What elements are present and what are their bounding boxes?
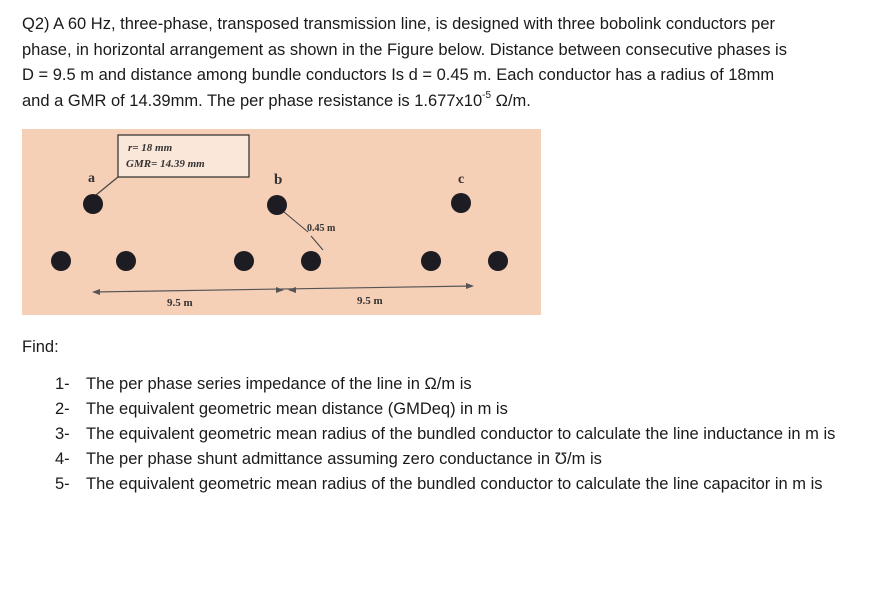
- problem-line-3: D = 9.5 m and distance among bundle conductors Is d = 0.45 m. Each conductor has a radius of 18mm: [22, 66, 775, 84]
- list-item-number: 3-: [55, 425, 70, 443]
- conductor-c-left: [421, 251, 441, 271]
- problem-line-1: Q2) A 60 Hz, three-phase, transposed transmission line, is designed with three bobolink conductors per: [22, 15, 775, 33]
- list-item: [55, 372, 855, 397]
- conductor-a-left: [51, 251, 71, 271]
- conductor-c-top: [451, 193, 471, 213]
- problem-statement: [22, 12, 852, 114]
- phase-b-label: b: [274, 172, 283, 188]
- list-item-number: 1-: [55, 375, 70, 393]
- conductor-b-right: [301, 251, 321, 271]
- figure-svg: [22, 129, 541, 315]
- problem-line-2: phase, in horizontal arrangement as shown in the Figure below. Distance between consecutive phases is: [22, 40, 787, 59]
- list-item-number: 5-: [55, 475, 70, 493]
- gmr-label: GMR= 14.39 mm: [126, 158, 205, 170]
- conductor-arrangement-figure: [22, 129, 541, 315]
- radius-label: r= 18 mm: [128, 142, 173, 154]
- figure-background: [22, 129, 541, 315]
- spacing-label-right: 9.5 m: [357, 295, 383, 307]
- bundle-spacing-label: 0.45 m: [307, 223, 336, 234]
- list-item-text: The equivalent geometric mean radius of the bundled conductor to calculate the line inductance in m is: [86, 425, 836, 443]
- list-item: [55, 447, 855, 472]
- conductor-b-top: [267, 195, 287, 215]
- list-item: [55, 422, 855, 447]
- questions-list: [55, 372, 855, 497]
- list-item-text: The equivalent geometric mean radius of the bundled conductor to calculate the line capacitor in m is: [86, 475, 823, 493]
- phase-a-label: a: [88, 171, 95, 186]
- resistance-unit: Ω/m.: [491, 91, 531, 110]
- list-item-text: The per phase series impedance of the line in Ω/m is: [86, 375, 472, 393]
- list-item-text: The equivalent geometric mean distance (GMDeq) in m is: [86, 400, 508, 418]
- find-heading: Find:: [22, 338, 59, 356]
- list-item-number: 2-: [55, 400, 70, 418]
- resistance-exponent: -5: [482, 90, 492, 101]
- phase-c-label: c: [458, 172, 465, 187]
- conductor-a-right: [116, 251, 136, 271]
- list-item-text: The per phase shunt admittance assuming zero conductance in Ʊ/m is: [86, 450, 602, 468]
- resistance-text: and a GMR of 14.39mm. The per phase resistance is 1.677x10: [22, 91, 483, 110]
- problem-line-4: [22, 89, 852, 115]
- conductor-c-right: [488, 251, 508, 271]
- conductor-a-top: [83, 194, 103, 214]
- list-item-number: 4-: [55, 450, 70, 468]
- list-item: [55, 397, 855, 422]
- conductor-b-left: [234, 251, 254, 271]
- spacing-label-left: 9.5 m: [167, 297, 193, 309]
- list-item: [55, 472, 855, 497]
